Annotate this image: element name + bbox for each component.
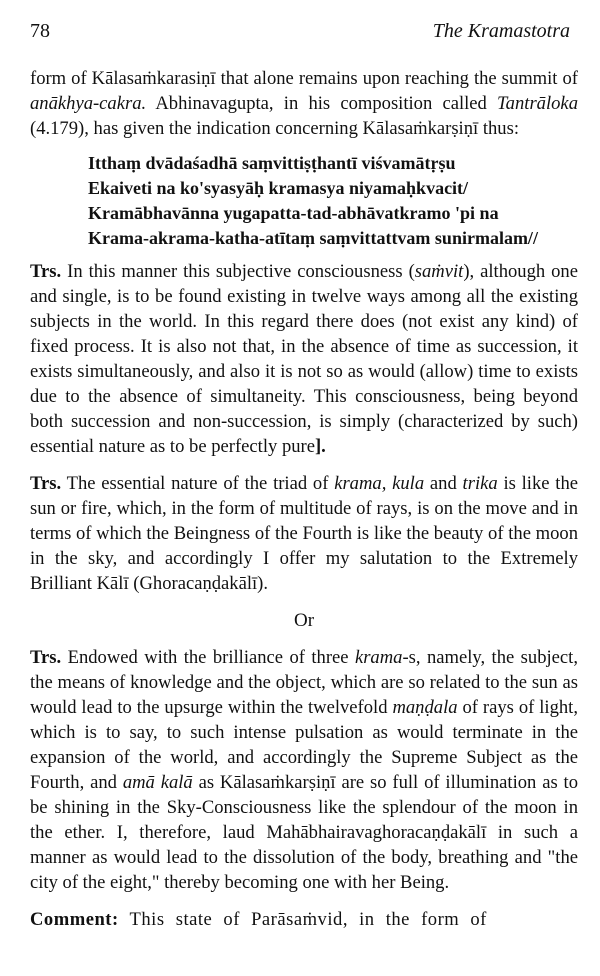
trs-text: is like the sun or fire, which, in the form of multitude of rays, is on the move and in terms of which the Beingness of the Fourth is like the beauty of the moon in the sky, and accordingly I offer my salutation to the Extremely Brilliant Kālī (Ghoracaṇḍakālī). bbox=[30, 473, 578, 594]
verse-line: Ekaiveti na ko'syasyāḥ kramasya niyamaḥkvacit/ bbox=[88, 178, 469, 198]
trs-text: of rays of light, which is to say, to such intense pulsation as would terminate in the expansion of the world, and accordingly the Supreme Subject as the Fourth, and bbox=[30, 697, 578, 793]
trs-italic: krama bbox=[354, 647, 403, 668]
or-divider: Or bbox=[293, 610, 315, 631]
page-header bbox=[30, 18, 570, 44]
verse-line: Kramābhavānna yugapatta-tad-abhāvatkramo 'pi na bbox=[88, 203, 499, 223]
intro-italic: anākhya-cakra. bbox=[30, 93, 147, 114]
verse-line: Krama-akrama-katha-atītaṃ saṃvittattvam sunirmalam// bbox=[88, 228, 538, 248]
comment-text: This state of Parāsaṁvid, in the form of bbox=[118, 909, 487, 930]
trs-label: Trs. bbox=[30, 473, 62, 494]
translation-paragraph-1 bbox=[30, 259, 578, 459]
intro-text: form of Kālasaṁkarasiṇī that alone remains upon reaching the summit of bbox=[30, 68, 578, 89]
intro-paragraph bbox=[30, 66, 578, 141]
running-title: The Kramastotra bbox=[432, 20, 570, 42]
intro-text: (4.179), has given the indication concerning Kālasaṁkarṣiṇī thus: bbox=[30, 118, 519, 139]
trs-text: ), although one and single, is to be found existing in twelve ways among all the existing subjects in the world. In this regard there does (not exist any kind) of fixed process. It is also not that, in the absence of time as succession, it exists simultaneously, and also it is not so as would (allow) time to exists due to the absence of simultaneity. This consciousness, being beyond both succession and non-succession, is simply (characterized by such) essential nature as to be perfectly pure bbox=[30, 261, 578, 457]
trs-text: Endowed with the brilliance of three bbox=[61, 647, 355, 668]
intro-italic: Tantrāloka bbox=[497, 93, 578, 114]
intro-text: Abhinavagupta, in his composition called bbox=[146, 93, 498, 114]
comment-paragraph bbox=[30, 907, 578, 932]
trs-text: ]. bbox=[314, 436, 326, 457]
trs-text: as Kālasaṁkarṣiṇī are so full of illumination as to be shining in the Sky-Consciousness like the splendour of the moon in the ether. I, therefore, laud Mahābhairavaghoracaṇḍakālī in such a manner as would lead to the dissolution of the body, breathing and "the city of the eight," thereby becoming one with her Being. bbox=[30, 772, 579, 893]
trs-text: -s, namely, the subject, the means of knowledge and the object, which are so related to the sun as would lead to the upsurge within the twelvefold bbox=[30, 647, 578, 718]
trs-italic: krama, kula bbox=[334, 473, 425, 494]
page-body bbox=[30, 66, 578, 932]
trs-italic: maṇḍala bbox=[392, 697, 458, 718]
sanskrit-verse bbox=[30, 151, 578, 251]
verse-line: Itthaṃ dvādaśadhā saṃvittiṣṭhantī viśvamātṛṣu bbox=[88, 153, 456, 173]
trs-text: The essential nature of the triad of bbox=[61, 473, 335, 494]
page-number: 78 bbox=[30, 20, 50, 42]
trs-text: and bbox=[424, 473, 463, 494]
comment-label: Comment: bbox=[30, 909, 119, 930]
trs-italic: amā kalā bbox=[122, 772, 193, 793]
trs-label: Trs. bbox=[30, 647, 62, 668]
trs-label: Trs. bbox=[30, 261, 62, 282]
translation-paragraph-2 bbox=[30, 471, 578, 596]
trs-text: In this manner this subjective consciousness ( bbox=[61, 261, 415, 282]
trs-italic: saṁvit bbox=[414, 261, 464, 282]
translation-paragraph-3 bbox=[30, 645, 578, 895]
trs-italic: trika bbox=[462, 473, 498, 494]
